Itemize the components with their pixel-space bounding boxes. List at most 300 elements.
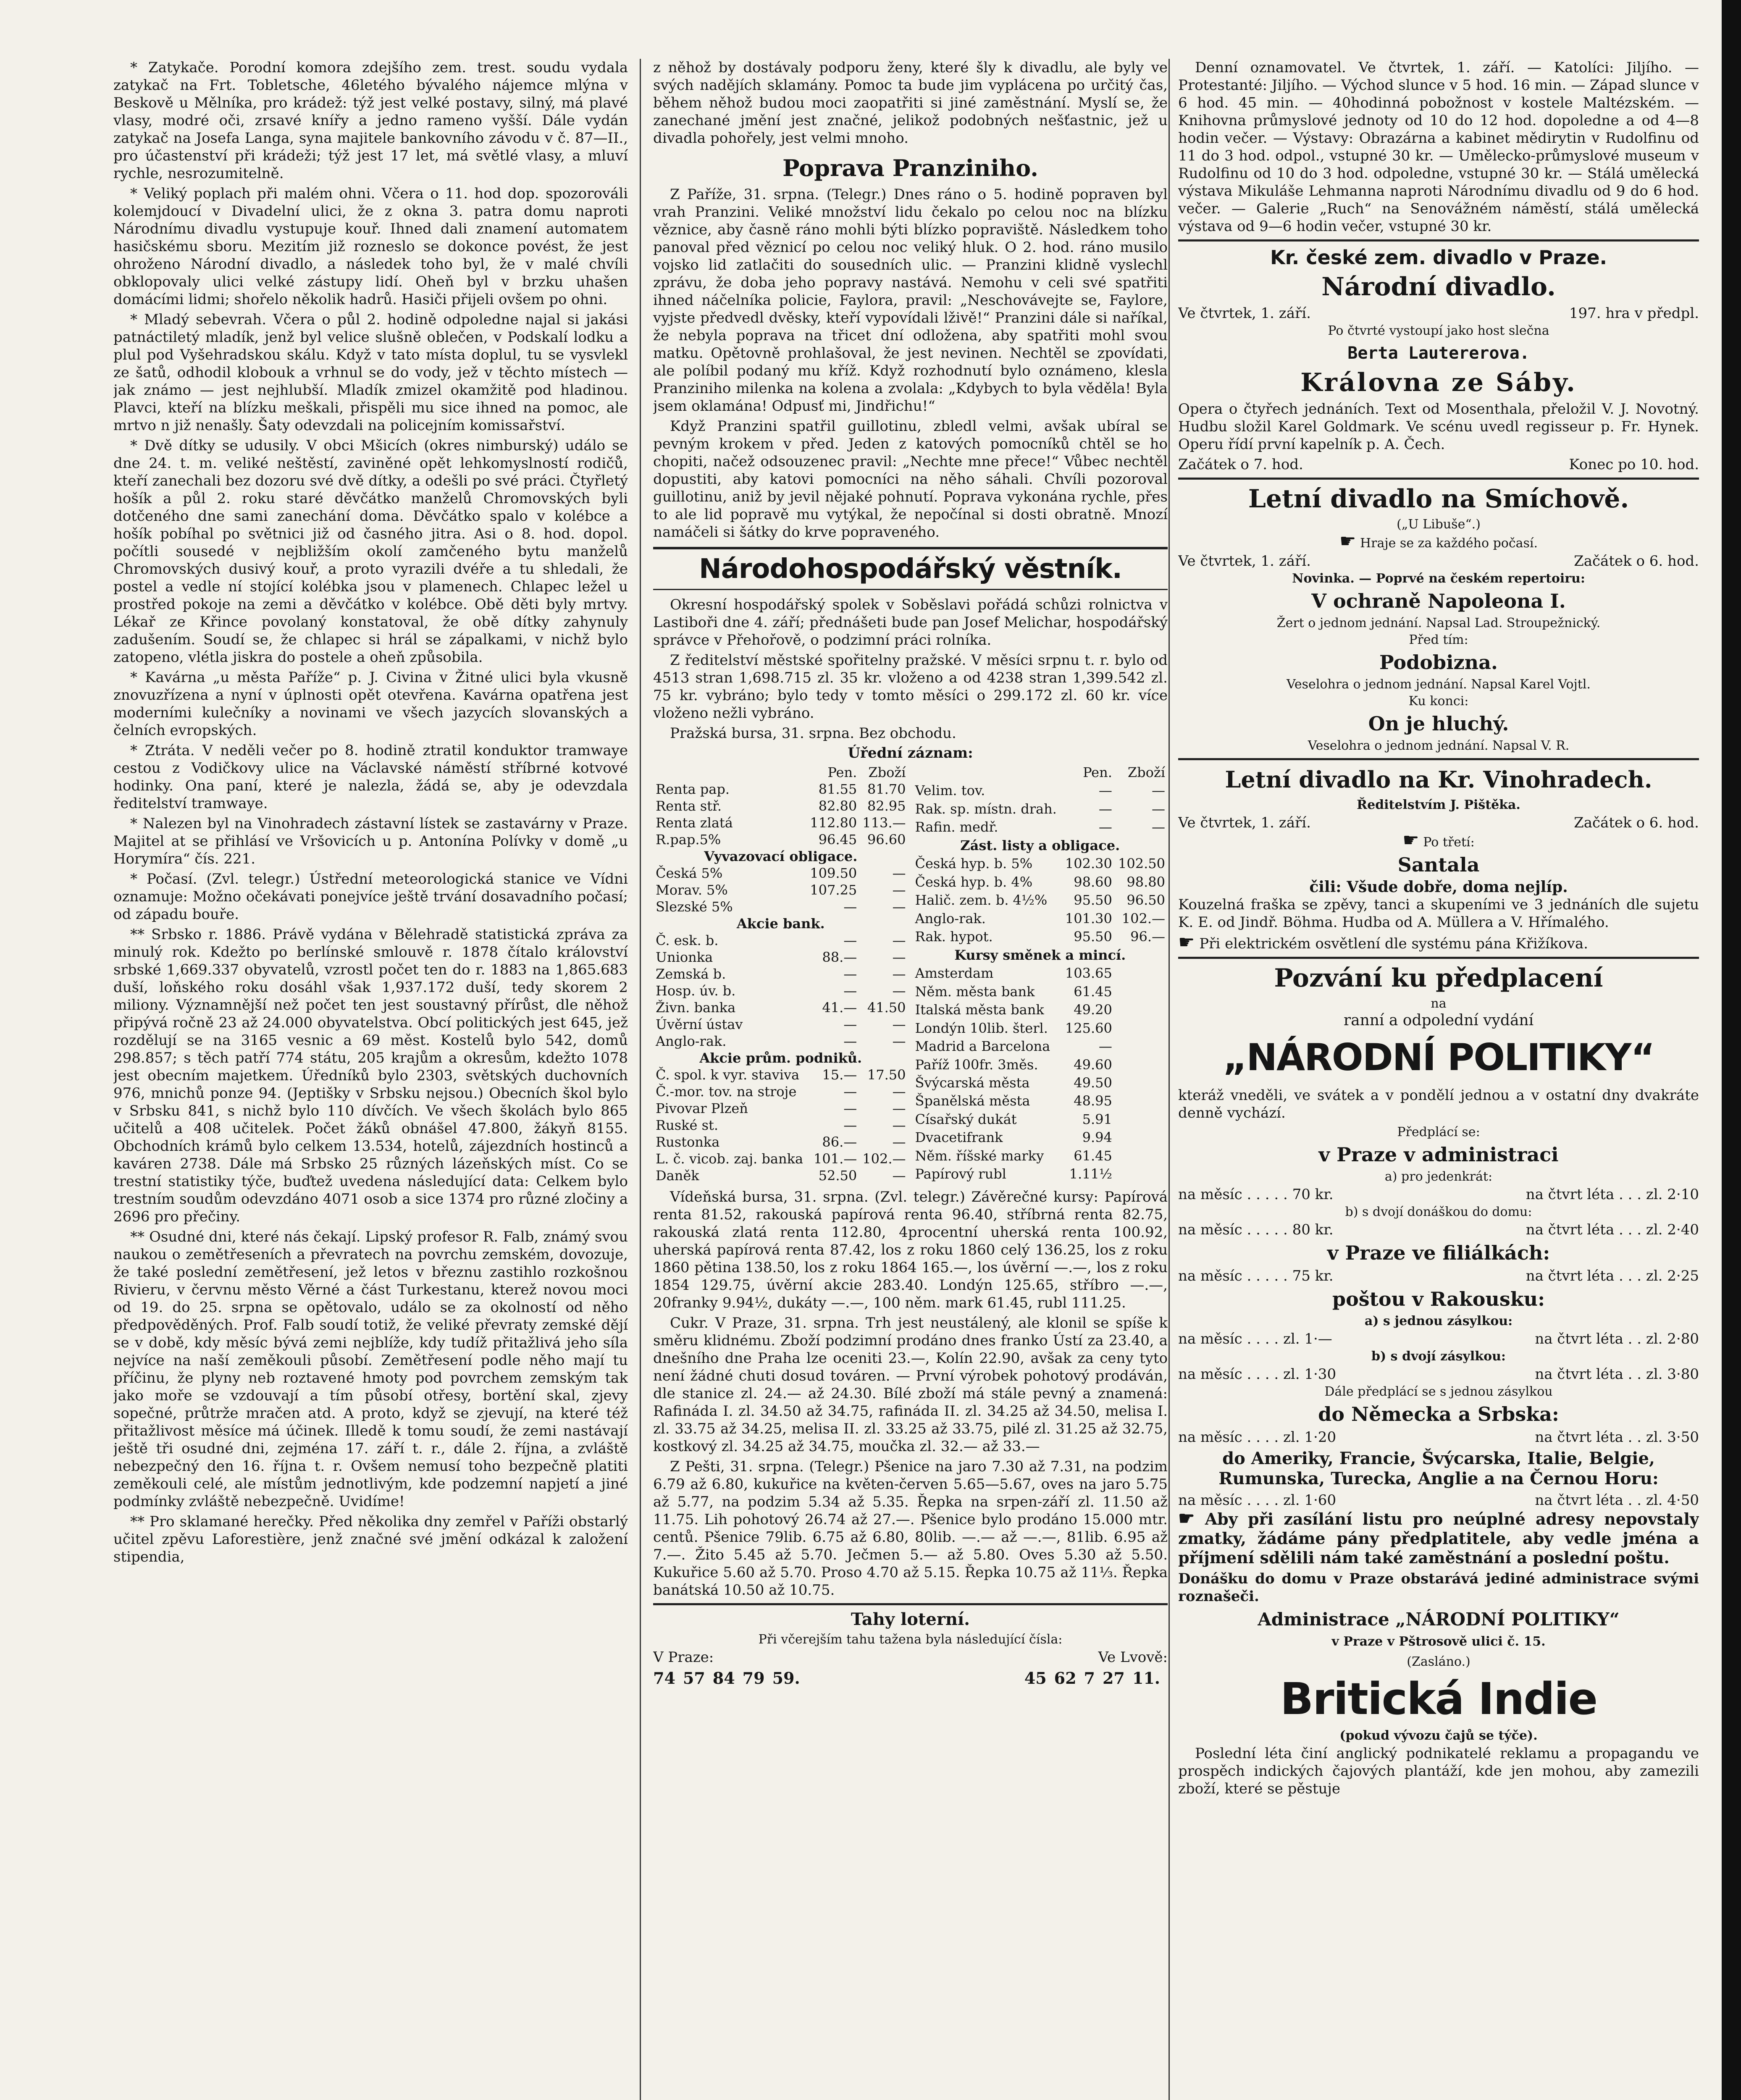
- table-cell-value: —: [892, 949, 906, 965]
- table-row: [653, 898, 909, 915]
- table-cell-value: —: [892, 1033, 906, 1049]
- np-price-month: na měsíc . . . . zl. 1·—: [1178, 1331, 1332, 1347]
- table-cell-label: Akcie bank.: [736, 916, 825, 932]
- british-india-text: Poslední léta činí anglický podnikatelé reklamu a propagandu ve prospěch indických čajových plantáží, kde jen mohou, aby zamezili zboží, které se pěstuje: [1178, 1745, 1699, 1797]
- table-cell-value: 49.20: [1074, 1002, 1112, 1018]
- table-cell-value: —: [892, 1168, 906, 1184]
- column-middle: [653, 59, 1168, 2100]
- economy-banner: [653, 547, 1168, 590]
- news-item-warrants: * Zatykače. Porodní komora zdejšího zem. trest. soudu vydala zatykač na Frt. Tobletsche, 46letého bývalého nájemce mlýna v Beskově u Mělníka, pro krádež: týž jest velké postavy, silný, má plavé vlasy, modré oči, zrsavé knířy a jedno rameno vyšší. Dále vydán zatykač na Josefa Langa, syna majitele bankovního závodu v č. 87—II., pro účastenství při krádeži; týž jest 17 let, má světlé vlasy, a mluví rychle, nesrozumitelně.: [113, 59, 628, 182]
- table-row: [653, 865, 909, 882]
- table-cell-label: Kursy směnek a mincí.: [954, 947, 1126, 963]
- table-cell-value: 82.80: [818, 798, 857, 814]
- np-price-row: [1178, 1428, 1699, 1446]
- lottery-number: 7: [1084, 1669, 1095, 1688]
- table-cell-value: [1115, 1074, 1168, 1092]
- table-cell-value: 61.45: [1074, 983, 1112, 1000]
- smichov-note-text: Hraje se za každého počasí.: [1360, 536, 1538, 551]
- vin-light-text: Při elektrickém osvětlení dle systému pána Křižíkova.: [1199, 935, 1588, 952]
- table-row: [913, 1092, 1168, 1110]
- smichov-sub: („U Libuše“.): [1397, 517, 1481, 532]
- table-cell-label: Živn. banka: [656, 1000, 736, 1016]
- table-cell-value: 96.45: [818, 832, 857, 848]
- table-cell-value: —: [843, 899, 857, 915]
- nd-guest: Po čtvrté vystoupí jako host slečna: [1328, 323, 1549, 338]
- table-row: [653, 1134, 909, 1150]
- table-row: [913, 1166, 1168, 1184]
- np-donaska: Donášku do domu v Praze obstarává jediné administrace svými roznašeči.: [1178, 1570, 1699, 1605]
- news-item-children: * Dvě dítky se udusily. V obci Mšicích (okres nimburský) událo se dne 24. t. m. veliké neštěstí, zaviněné opět lehkomyslností rodičů, kteří zanechali bez dozoru své dvě dítky, a odešli po své práci. Čtyřletý hošík a půl 2. roku staré děvčátko manželů Chromovských byli dotčeného dne sami zanechání doma. Děvčátko spalo v kolébce a hošík pobíhal po světnici již od časného jitra. Asi o 8. hod. dopol. počítli sousedé v nejbližším okolí zamčeného bytu manželů Chromovských dusivý kouř, a proto vyrazili dvéře a tu shledali, že postel a vedle ní stojící kolébka jsou v plamenech. Chlapec ležel u prostřed pokoje na zemi a děvčátko v kolébce. Obě děti byly mrtvy. Lékař ze Křince povolaný konstatoval, že obě dítky zahynuly zadušením. Soudí se, že chlapec si hrál se zápalkami, v nichž bylo zatopeno, vlétla jiskra do postele a oheň způsobila.: [113, 437, 628, 666]
- economy-item-sugar: Cukr. V Praze, 31. srpna. Trh jest neustálený, ale klonil se spíše k směru klidnému. Zboží podzimní prodáno dnes franko Ústí za 23.40, a dnešního dne Praha lze oceniti 23.—, Kolín 22.90, avšak za ceny tyto není žádné chuti dosud továren. — První výrobek pohotový prodáván, dle stanice zl. 24.— až 24.30. Bílé zboží má stále pevný a znamená: Rafináda I. zl. 34.50 až 34.75, rafináda II. zl. 34.25 až 34.50, melisa I. zl. 33.75 až 34.25, melisa II. zl. 33.25 až 33.75, pilé zl. 31.25 až 32.75, kostkový zl. 34.25 až 34.75, moučka zl. 32.— až 33.—: [653, 1315, 1168, 1455]
- table-cell-value: 5.91: [1082, 1111, 1112, 1127]
- table-cell-value: [1115, 1001, 1168, 1019]
- pointing-hand-icon: ☛: [1402, 830, 1419, 851]
- table-row: [653, 1033, 909, 1050]
- news-item-lost-watch: * Ztráta. V neděli večer po 8. hodině ztratil konduktor tramwaye cestou z Vodičkovy ulice na Václavské náměstí stříbrné kotvové hodinky. Ona paní, které je nalezla, žádá se, aby je odevzdala ředitelství tramwaye.: [113, 742, 628, 812]
- table-cell-label: Slezské 5%: [656, 899, 733, 915]
- np-price-row: [1178, 1330, 1699, 1348]
- daily-announcer: Denní oznamovatel. Ve čtvrtek, 1. září. — Katolíci: Jiljího. — Protestanté: Jiljího. — Východ slunce v 5 hod. 16 min. — Západ slunce v 6 hod. 45 min. — 40hodinná pobožnost v kostele Maltézském. — Knihovna průmyslové jednoty od 10 do 12 hod. dopoledne a od 4—8 hodin večer. — Výstavy: Obrazárna a kabinet mědirytin v Rudolfinu od 11 do 3 hod. odpol., vstupné 30 kr. — Umělecko-průmyslové museum v Rudolfinu od 10 do 3 hod. odpoledne, vstupné 30 kr. — Stálá umělecká výstava Mikuláše Lehmanna naproti Národnímu divadlu od 9 do 6 hod. večer. — Galerie „Ruch“ na Senovážném náměstí, stálá umělecká výstava od 9—6 hodin večer, vstupné 30 kr.: [1178, 59, 1699, 235]
- table-cell-value: —: [843, 1117, 857, 1133]
- table-header-zbozi: Zboží: [868, 764, 906, 780]
- lottery-praha-label: V Praze:: [653, 1649, 714, 1666]
- table-cell-value: 49.60: [1074, 1056, 1112, 1073]
- table-cell-label: Rustonka: [656, 1134, 720, 1150]
- lottery-praha-numbers: [653, 1669, 808, 1688]
- national-theatre-header: Kr. české zem. divadlo v Praze.: [1270, 246, 1607, 269]
- table-cell-value: 88.—: [822, 949, 857, 965]
- table-row: [913, 965, 1168, 983]
- table-cell-value: 107.25: [810, 882, 857, 898]
- news-item-suicide: * Mladý sebevrah. Včera o půl 2. hodině odpoledne najal si jakási patnáctiletý mladík, jenž byl velice slušně oblečen, v Podskalí lodku a plul pod Vyšehradskou skálu. Když v tato místa doplul, tu se vysvlekl ze šatů, odhodil klobouk a vrhnul se do vody, jež v těchto místech — jak známo — jest nejhlubší. Mladík zmizel okamžitě pod hladinou. Plavci, kteří na blízku meškali, přispěli mu sice ihned na pomoc, ale mrtvo n již nenašly. Šaty odevzdali na policejním komissařství.: [113, 311, 628, 434]
- np-price-month: na měsíc . . . . zl. 1·30: [1178, 1366, 1337, 1383]
- table-cell-value: 48.95: [1074, 1093, 1112, 1109]
- british-india-title: Britická Indie: [1280, 1673, 1597, 1725]
- table-cell-value: —: [843, 932, 857, 948]
- table-cell-value: 96.60: [867, 832, 906, 848]
- np-invitation: Pozvání ku předplacení: [1274, 963, 1603, 993]
- table-cell-value: —: [892, 1100, 906, 1116]
- table-cell-label: Hosp. úv. b.: [656, 983, 736, 999]
- pointing-hand-icon: ☛: [1178, 932, 1195, 953]
- table-row: [653, 999, 909, 1016]
- table-cell-label: Česká hyp. b. 4%: [915, 874, 1033, 890]
- table-header-spacer: [913, 764, 1062, 782]
- article-pranzini-2: Když Pranzini spatřil guillotinu, zbledl velmi, avšak ubíral se pevným krokem v před. Jeden z katových pomocníků chtěl se ho chopiti, načež odsouzenec pravil: „Nechte mne přece!“ Vůbec nechtěl dopustiti, aby katovi pomocníci na něho sáhali. Chvíli pozoroval guillotinu, aniž by jevil nějaké pohnutí. Poprava vykonána rychle, přes to ale lid popravě mu vytýkal, že nepočínal si dosti obratně. Mnozí namáčeli si šátky do krve popraveného.: [653, 418, 1168, 541]
- table-cell-value: —: [1098, 801, 1112, 817]
- table-header-spacer: [653, 764, 807, 781]
- table-row: [653, 932, 909, 949]
- lottery-subtitle: Při včerejším tahu tažena byla následující čísla:: [758, 1632, 1063, 1647]
- table-cell-value: 95.50: [1074, 929, 1112, 945]
- table-cell-label: Vyvazovací obligace.: [704, 848, 858, 864]
- np-a: a) pro jedenkrát:: [1384, 1169, 1493, 1184]
- table-cell-label: Č.-mor. tov. na stroje: [656, 1084, 797, 1100]
- table-row: [653, 831, 909, 848]
- table-cell-label: Renta zlatá: [656, 815, 733, 831]
- table-cell-label: Papírový rubl: [915, 1166, 1006, 1182]
- smichov-title: Letní divadlo na Smíchově.: [1248, 484, 1629, 514]
- lottery-number: 45: [1024, 1669, 1047, 1688]
- np-price-row: [1178, 1221, 1699, 1239]
- news-item-cafe: * Kavárna „u města Paříže“ p. J. Civina v Žitné ulici byla vkusně znovuzřízena a nyní v úplnosti opět otevřena. Kavárna opatřena jest moderními kulečníky a novinami ve všech jazycích slovanských a čelních evropských.: [113, 669, 628, 739]
- table-row: [653, 915, 909, 932]
- heading-pranzini: Poprava Pranziniho.: [783, 155, 1038, 181]
- sm-konec: Ku konci:: [1408, 694, 1469, 709]
- table-row: [913, 1147, 1168, 1166]
- table-cell-label: Rak. sp. místn. drah.: [915, 801, 1057, 817]
- table-cell-value: 102.30: [1065, 856, 1112, 872]
- column-rule: [640, 59, 641, 2100]
- table-cell-value: 86.—: [822, 1134, 857, 1150]
- news-item-serbia: ** Srbsko r. 1886. Právě vydána v Bělehradě statistická zpráva za minulý rok. Kdežto po berlínské smlouvě r. 1878 čítalo království srbské 1,669.337 obyvatelů, vzrostl počet ten do r. 1883 na 1,865.683 duší, loňského roku dosáhl však 1,937.172 duší, tedy skorem 2 miliony. Významnější než počet ten jest soustavný přírůst, dle něhož připývá ročně 23 až 24.000 obyvatelstva. Obcí politických jest 645, jež rozdělují se na 3165 vesnic a 69 měst. Kostelů bylo 542, domů 298.857; s těch patří 774 státu, 205 krajům a okresům, kdežto 1078 jest obecním majetkem. Úředníků bylo 2303, světských duchovních 976, mnichů ponze 94. (Jeptišky v Srbsku nejsou.) Obecních škol bylo v Srbsku 841, s nichž bylo 110 dívčích. Ve všech školách bylo 865 učitelů a 408 učitelek. Počet žáků obnášel 47.800, žákyň 8155. Obchodních krámů bylo celkem 13.534, hotelů, zájezdních hostinců a kaváren 2738. Dále má Srbsko 25 různých lázeňských míst. Co se trestní statistiky týče, buďtež uvedena následující data: Celkem bylo trestním soudům odevzdáno 4071 osob a sice 1374 pro různé zločiny a 2696 pro přečiny.: [113, 926, 628, 1225]
- table-cell-label: Paříž 100fr. 3měs.: [915, 1056, 1038, 1073]
- table-cell-value: [1115, 1092, 1168, 1110]
- table-cell-label: Madrid a Barcelona: [915, 1038, 1050, 1055]
- np-publishes: kteráž vneděli, ve svátek a v pondělí jednou a v ostatní dny dvakráte denně vychází.: [1178, 1087, 1699, 1121]
- table-cell-value: 101.30: [1065, 910, 1112, 927]
- sm-play1: V ochraně Napoleona I.: [1311, 590, 1566, 612]
- np-price-row: [1178, 1267, 1699, 1285]
- table-row: [653, 848, 909, 865]
- table-row: [653, 1050, 909, 1066]
- table-cell-value: —: [892, 932, 906, 948]
- table-cell-value: —: [843, 1033, 857, 1049]
- table-row: [913, 801, 1168, 819]
- table-cell-value: 95.50: [1074, 892, 1112, 908]
- lottery-numbers: [653, 1669, 1168, 1688]
- sm-novinka: Novinka. — Poprvé na českém repertoiru:: [1292, 571, 1585, 586]
- table-cell-value: —: [892, 1084, 906, 1100]
- table-row: [913, 837, 1168, 855]
- table-row: [653, 882, 909, 898]
- np-price-month: na měsíc . . . . . 80 kr.: [1178, 1221, 1334, 1238]
- table-cell-value: 98.60: [1074, 874, 1112, 890]
- vin-start: Začátek o 6. hod.: [1574, 814, 1699, 831]
- table-row: [653, 1083, 909, 1100]
- table-row: [653, 1016, 909, 1033]
- national-theatre-date-row: [1178, 304, 1699, 322]
- table-row: [913, 855, 1168, 873]
- table-row: [653, 1117, 909, 1134]
- table-cell-label: Švýcarská města: [915, 1074, 1030, 1091]
- table-cell-value: 102.—: [862, 1151, 906, 1167]
- table-cell-label: Česká 5%: [656, 865, 723, 881]
- nd-description: Opera o čtyřech jednáních. Text od Mosenthala, přeložil V. J. Novotný. Hudbu složil Karel Goldmark. Ve scénu uvedl regisseur p. Fr. Hynek. Operu řídí první kapelník p. A. Čech.: [1178, 401, 1699, 453]
- np-postou: poštou v Rakousku:: [1332, 1288, 1545, 1310]
- table-cell-value: 96.50: [1127, 892, 1165, 908]
- np-price-quarter: na čtvrt léta . . zl. 4·50: [1535, 1492, 1699, 1509]
- table-cell-value: [1115, 1166, 1168, 1184]
- np-price-row: [1178, 1186, 1699, 1203]
- table-cell-value: [1115, 983, 1168, 1001]
- lottery-number: 79: [742, 1669, 765, 1688]
- table-cell-label: Něm. říšské marky: [915, 1147, 1044, 1164]
- table-cell-value: 96.—: [1130, 929, 1165, 945]
- smichov-note: [1178, 530, 1699, 552]
- np-price-quarter: na čtvrt léta . . zl. 2·80: [1535, 1331, 1699, 1347]
- table-cell-label: Halič. zem. b. 4½%: [915, 892, 1048, 908]
- table-cell-value: 17.50: [867, 1067, 906, 1083]
- table-cell-label: Č. spol. k vyr. staviva: [656, 1067, 800, 1083]
- np-predplaci: Předplácí se:: [1397, 1125, 1480, 1139]
- np-address: v Praze v Pštrosově ulici č. 15.: [1331, 1634, 1546, 1649]
- table-row: [913, 947, 1168, 965]
- np-note-text: Aby při zasílání listu pro neúplné adresy nepovstaly zmatky, žádáme pány předplatitele, aby vedle jména a příjmení sdělili nám také zaměstnání a poslední poštu.: [1178, 1509, 1699, 1567]
- np-filialky: v Praze ve filiálkách:: [1327, 1242, 1550, 1264]
- economy-item-soběslav: Okresní hospodářský spolek v Soběslavi pořádá schůzi rolnictva v Lastiboři dne 4. září; přednášeti bude pan Josef Melichar, hospodářský správce v Přehořově, o podzimní práci rolníka.: [653, 596, 1168, 648]
- table-cell-label: Renta stř.: [656, 798, 722, 814]
- lottery-number: 62: [1054, 1669, 1077, 1688]
- table-row: [913, 1129, 1168, 1147]
- lottery-lvov-numbers: [1024, 1669, 1168, 1688]
- table-cell-value: —: [843, 1016, 857, 1032]
- np-price-row: [1178, 1365, 1699, 1383]
- nd-guest-name: Berta Lautererova.: [1347, 344, 1530, 363]
- table-row: [913, 782, 1168, 800]
- np-amerika: do Ameriky, Francie, Švýcarska, Italie, Belgie, Rumunska, Turecka, Anglie a na Černou Horu:: [1218, 1449, 1659, 1488]
- table-row: [653, 949, 909, 966]
- table-row: [653, 1066, 909, 1083]
- lottery-number: 74: [653, 1669, 675, 1688]
- lottery-number: 11.: [1132, 1669, 1160, 1688]
- sm-play3: On je hluchý.: [1368, 712, 1509, 735]
- lottery-number: 27: [1102, 1669, 1125, 1688]
- economy-item-bourse: Pražská bursa, 31. srpna. Bez obchodu.: [670, 725, 956, 742]
- table-cell-label: Ruské st.: [656, 1117, 719, 1133]
- np-note: [1178, 1509, 1699, 1567]
- table-cell-value: —: [892, 1016, 906, 1032]
- table-row: [913, 1074, 1168, 1092]
- np-administration: Administrace „NÁRODNÍ POLITIKY“: [1258, 1609, 1620, 1630]
- news-item-fire: * Veliký poplach při malém ohni. Včera o 11. hod dop. spozorováli kolemjdoucí v Divadelní ulici, že z okna 3. patra domu naproti Národnímu divadlu vystupuje kouř. Ihned dali znamení automatem hasičskému sboru. Mezitím již rozneslo se dokonce povést, že jest ohroženo Národní divadlo, a následek toho byl, že v malé chvíli obklopovaly ulici velké zástupy lidí. Oheň byl v brzku uhašen domácími lidmi; shořelo několik hadrů. Hasiči přijeli ovšem po ohni.: [113, 185, 628, 308]
- economy-item-pest: Z Pešti, 31. srpna. (Telegr.) Pšenice na jaro 7.30 až 7.31, na podzim 6.79 až 6.80, kukuřice na květen-červen 5.65—5.67, oves na jaro 5.75 až 5.77, na podzim 5.34 až 5.35. Řepka na srpen-září zl. 11.50 až 11.75. Lih pohotový 26.74 až 27.—. Pšenice bylo prodáno 15.000 mtr. centů. Pšenice 79lib. 6.75 až 6.80, 80lib. —.— až —.—, 81lib. 6.95 až 7.—. Žito 5.45 až 5.70. Ječmen 5.— až 5.80. Oves 5.30 až 5.50. Kukuřice 5.60 až 5.70. Proso 4.70 až 5.15. Řepka 10.75 až 11⅓. Řepka banátská 10.50 až 10.75.: [653, 1458, 1168, 1599]
- table-cell-value: [1115, 1056, 1168, 1074]
- np-b2: b) s dvojí zásylkou:: [1371, 1349, 1506, 1364]
- table-cell-value: 109.50: [810, 865, 857, 881]
- lottery-number: 57: [683, 1669, 705, 1688]
- np-price-month: na měsíc . . . . zl. 1·20: [1178, 1429, 1337, 1446]
- np-editions: ranní a odpolední vydání: [1343, 1012, 1534, 1029]
- lottery-lvov-label: Ve Lvově:: [1098, 1649, 1168, 1666]
- np-price-quarter: na čtvrt léta . . . zl. 2·40: [1526, 1221, 1699, 1238]
- table-cell-value: —: [1152, 801, 1165, 817]
- stock-tables: [653, 764, 1168, 1184]
- heading-economy: Národohospodářský věstník.: [699, 554, 1122, 585]
- table-cell-value: 103.65: [1065, 965, 1112, 982]
- table-row: [653, 781, 909, 798]
- np-price-quarter: na čtvrt léta . . zl. 3·50: [1535, 1429, 1699, 1446]
- table-header-pen: Pen.: [1083, 764, 1112, 780]
- table-cell-label: Londýn 10lib. šterl.: [915, 1020, 1048, 1036]
- table-cell-value: 1.11½: [1069, 1166, 1112, 1182]
- table-cell-label: Španělská města: [915, 1093, 1030, 1109]
- table-cell-label: Unionka: [656, 949, 713, 965]
- table-cell-label: Italská města bank: [915, 1002, 1044, 1018]
- table-row: [913, 1056, 1168, 1074]
- news-item-found-ticket: * Nalezen byl na Vinohradech zástavní lístek se zastavárny v Praze. Majitel at se přihlásí ve Vršovicích u p. Antonína Polívky v domě „u Horymíra“ čís. 221.: [113, 815, 628, 867]
- table-row: [653, 1167, 909, 1184]
- table-cell-label: Císařský dukát: [915, 1111, 1017, 1127]
- np-price-row: [1178, 1491, 1699, 1509]
- table-row: [653, 1100, 909, 1117]
- np-a2: a) s jednou zásylkou:: [1364, 1314, 1513, 1328]
- table-cell-value: —: [843, 966, 857, 982]
- divider: [1178, 758, 1699, 760]
- divider: [1178, 239, 1699, 242]
- vin-play: Santala: [1397, 853, 1480, 876]
- table-cell-value: 61.45: [1074, 1147, 1112, 1164]
- table-cell-label: Česká hyp. b. 5%: [915, 856, 1033, 872]
- table-cell-label: L. č. vicob. zaj. banka: [656, 1151, 804, 1167]
- sm-pred: Před tím:: [1409, 633, 1468, 647]
- table-cell-label: Rafin. medř.: [915, 819, 998, 835]
- table-cell-value: 81.70: [867, 781, 906, 797]
- table-cell-value: [1115, 1111, 1168, 1129]
- table-cell-value: 102.—: [1121, 910, 1165, 927]
- np-nemecko: do Německa a Srbska:: [1318, 1403, 1559, 1425]
- np-na: na: [1431, 996, 1447, 1011]
- vinohrady-title: Letní divadlo na Kr. Vinohradech.: [1225, 766, 1652, 793]
- table-cell-value: 9.94: [1082, 1129, 1112, 1146]
- economy-item-vienna: Vídeňská bursa, 31. srpna. (Zvl. telegr.) Závěrečné kursy: Papírová renta 81.52, rakouská papírová renta 96.40, stříbrná renta 82.75, rakouská zlatá renta 112.80, 4procentní uherská renta 100.92, uherská papírová renta 87.42, los z roku 1860 celý 136.25, los z roku 1860 pětina 138.50, los z roku 1864 165.—, los úvěrní —.—, los z roku 1854 129.75, úvěrní akcie 283.40. Londýn 125.65, stříbro —.—, 20franky 9.94½, dukáty —.—, 100 něm. mark 61.45, rubl 111.25.: [653, 1189, 1168, 1311]
- np-dale: Dále předplácí se s jednou zásylkou: [1324, 1384, 1553, 1399]
- sm-date: Ve čtvrtek, 1. září.: [1178, 553, 1311, 570]
- table-header-zbozi: Zboží: [1127, 764, 1165, 780]
- vin-play-sub: čili: Všude dobře, doma nejlíp.: [1309, 878, 1568, 896]
- table-row: [913, 874, 1168, 892]
- table-cell-value: —: [1098, 819, 1112, 835]
- table-cell-value: —: [892, 1134, 906, 1150]
- column-left: [113, 59, 628, 2100]
- sm-play1-desc: Žert o jednom jednání. Napsal Lad. Stroupežnický.: [1276, 616, 1601, 630]
- np-title: „NÁRODNÍ POLITIKY“: [1223, 1036, 1654, 1079]
- table-row: [913, 892, 1168, 910]
- table-cell-value: [1115, 965, 1168, 983]
- news-item-weather: * Počasí. (Zvl. telegr.) Ústřední meteorologická stanice ve Vídni oznamuje: Možno očekávati ponejvíce ještě trvání dosavadního počasí; od západu bouře.: [113, 871, 628, 923]
- table-cell-value: —: [892, 966, 906, 982]
- table-cell-label: Pivovar Plzeň: [656, 1100, 748, 1116]
- table-cell-value: —: [892, 983, 906, 999]
- table-row: [653, 798, 909, 814]
- table-row: [913, 910, 1168, 928]
- article-pranzini: Z Paříže, 31. srpna. (Telegr.) Dnes ráno o 5. hodině popraven byl vrah Pranzini. Veliké množství lidu čekalo po celou noc na blízku věznice, aby časně ráno mohli býti blízko popraviště. Následkem toho panoval před věznicí po celou noc veliký hluk. O 2. hod. ráno musilo vojsko lid zatlačiti do sousedních ulic. — Pranzini klidně vyslechl zprávu, že doba jeho popravy nastává. Nemohu v celi své spatřiti ihned náčelníka policie, Faylora, pravil: „Neschovávejte se, Faylore, vyjste předvedl dvěsky, kteří vypovídali lživě!“ Pranzini dále si naříkal, že nebyla poprava na třicet dní odložena, aby spatřiti mohl svou matku. Opětovně prohlašoval, že jest nevinen. Nechtěl se zpovídati, ale políbil podaný mu kříž. Když rozhodnutí bylo oznámeno, klesla Pranziniho milenka na kolena a zvolala: „Kdybych to byla věděla! Byla jsem oklamána! Odpusť mi, Jindřichu!“: [653, 186, 1168, 415]
- sm-play2: Podobizna.: [1379, 651, 1498, 674]
- news-item-actresses-cont: z něhož by dostávaly podporu ženy, které šly k divadlu, ale byly ve svých nadějích sklamány. Pomoc ta bude jim vyplácena po určitý čas, během něhož budou moci zaopatřiti si jiné zaměstnání. Myslí se, že zanechané jmění jest značné, jelikož podobných nešťastnic, jež u divadla pohořely, jest velmi mnoho.: [653, 59, 1168, 147]
- table-cell-value: —: [1152, 782, 1165, 799]
- table-cell-value: [1115, 1038, 1168, 1056]
- table-cell-label: Úvěrní ústav: [656, 1016, 743, 1032]
- british-india-sub: (pokud vývozu čajů se týče).: [1339, 1728, 1538, 1743]
- table-row: [913, 819, 1168, 837]
- sm-play2-desc: Veselohra o jednom jednání. Napsal Karel Vojtl.: [1287, 677, 1591, 692]
- vin-date: Ve čtvrtek, 1. září.: [1178, 814, 1311, 831]
- table-cell-value: —: [1098, 782, 1112, 799]
- table-cell-label: Daněk: [656, 1168, 699, 1184]
- stock-table-right: [913, 764, 1168, 1184]
- table-cell-value: 41.—: [822, 1000, 857, 1016]
- table-row: [913, 1020, 1168, 1038]
- table-cell-label: Č. esk. b.: [656, 932, 719, 948]
- vinohrady-date-row: [1178, 814, 1699, 832]
- nd-end: Konec po 10. hod.: [1569, 456, 1699, 473]
- nd-date: Ve čtvrtek, 1. září.: [1178, 305, 1311, 322]
- np-price-quarter: na čtvrt léta . . . zl. 2·25: [1526, 1268, 1699, 1284]
- bindery-edge: [1722, 0, 1741, 2100]
- smichov-date-row: [1178, 552, 1699, 570]
- table-header-pen: Pen.: [827, 764, 857, 780]
- nd-play-title: Královna ze Sáby.: [1300, 368, 1577, 397]
- national-theatre-title: Národní divadlo.: [1321, 272, 1556, 302]
- lottery-number: 84: [712, 1669, 735, 1688]
- stock-table-title: Úřední záznam:: [848, 745, 973, 761]
- lottery-labels: [653, 1648, 1168, 1666]
- table-cell-label: Zást. listy a obligace.: [960, 837, 1120, 853]
- table-row: [653, 814, 909, 831]
- divider: [1178, 957, 1699, 959]
- lottery-title: Tahy loterní.: [851, 1609, 970, 1629]
- vin-treti: [1178, 832, 1699, 850]
- table-cell-value: [1115, 1020, 1168, 1038]
- table-cell-label: Renta pap.: [656, 781, 730, 797]
- pointing-hand-icon: ☛: [1178, 1508, 1195, 1529]
- np-price-quarter: na čtvrt léta . . . zl. 2·10: [1526, 1186, 1699, 1203]
- news-item-actresses: ** Pro sklamané herečky. Před několika dny zemřel v Paříži obstarlý učitel zpěvu Laforestière, jenž značné své jmění odkázal k založení stipendia,: [113, 1513, 628, 1565]
- table-cell-value: 82.95: [867, 798, 906, 814]
- table-cell-label: Něm. města bank: [915, 983, 1035, 1000]
- table-cell-value: —: [892, 899, 906, 915]
- zaslano: (Zasláno.): [1407, 1654, 1471, 1669]
- table-cell-label: R.pap.5%: [656, 832, 721, 848]
- divider: [653, 1603, 1168, 1605]
- table-cell-value: [1115, 1129, 1168, 1147]
- vin-light: [1178, 934, 1699, 953]
- table-row: [913, 983, 1168, 1001]
- table-cell-label: Dvacetifrank: [915, 1129, 1003, 1146]
- table-cell-label: Amsterdam: [915, 965, 994, 982]
- news-item-falb: ** Osudné dni, které nás čekají. Lipský profesor R. Falb, známý svou naukou o zemětřeseních a převratech na povrchu zemském, dovozuje, že také poslední zemětřesení, jež letos v březnu zastihlo rozkošnou Rivieru, v červnu město Věrné a část Turkestanu, kterež novou moci od 19. do 25. srpna se opětovalo, událo se za okolností od něho předpověděných. Prof. Falb soudí totiž, že veliké převraty zemské dějí se v době, kdy měsíc bývá zemi nejblíže, kdy tudíž přitažlivá jeho síla nejvíce na naší zeměkouli působí. Zemětřesení podle něho mají tu příčinu, že plyny neb roztavené hmoty pod povrchem zemským tak jako moře se vzdouvají a tím působí otřesy, bortění skal, zjevy sopečné, průtrže mračen atd. A proto, když se zjevují, na které též přitažlivost měsíce má účinek. Illedě k tomu soudí, že zemi nastávají ještě tři osudné dni, zejména 17. září t. r., dále 2. října, a zvláště nebezpečný den 16. října t. r. Ovšem nemusí toho bezpečně platiti zeměkouli celé, ale místům jednotlivým, kde podzemní napjetí a jiné podmínky zvláště nebezpečně. Uvidíme!: [113, 1228, 628, 1510]
- table-cell-value: —: [843, 1100, 857, 1116]
- table-cell-value: —: [892, 1117, 906, 1133]
- sm-start: Začátek o 6. hod.: [1574, 553, 1699, 570]
- table-row: [913, 1111, 1168, 1129]
- table-cell-label: Velim. tov.: [915, 782, 985, 799]
- table-cell-label: Anglo-rak.: [915, 910, 986, 927]
- table-cell-value: [1115, 1147, 1168, 1166]
- np-price-month: na měsíc . . . . . 70 kr.: [1178, 1186, 1334, 1203]
- table-cell-value: —: [843, 983, 857, 999]
- table-cell-value: —: [843, 1084, 857, 1100]
- vin-desc: Kouzelná fraška se zpěvy, tanci a skupeními ve 3 jednáních dle sujetu K. E. od Jindř. Böhma. Hudba od A. Müllera a V. Hřímalého.: [1178, 896, 1699, 931]
- np-price-month: na měsíc . . . . . 75 kr.: [1178, 1268, 1334, 1284]
- table-cell-value: 15.—: [822, 1067, 857, 1083]
- np-price-month: na měsíc . . . . zl. 1·60: [1178, 1492, 1337, 1509]
- vinohrady-sub: Ředitelstvím J. Pištěka.: [1357, 798, 1520, 812]
- nd-times: [1178, 456, 1699, 473]
- table-cell-value: 112.80: [810, 815, 857, 831]
- table-cell-label: Zemská b.: [656, 966, 726, 982]
- table-cell-value: 102.50: [1118, 856, 1165, 872]
- table-row: [913, 1038, 1168, 1056]
- nd-perf: 197. hra v předpl.: [1569, 305, 1699, 322]
- vin-treti-text: Po třetí:: [1423, 835, 1475, 850]
- np-praha-adm: v Praze v administraci: [1318, 1143, 1559, 1166]
- np-b: b) s dvojí donáškou do domu:: [1345, 1205, 1532, 1219]
- table-row: [913, 928, 1168, 946]
- table-cell-value: —: [892, 865, 906, 881]
- table-cell-value: —: [1098, 1038, 1112, 1055]
- table-cell-value: 52.50: [818, 1168, 857, 1184]
